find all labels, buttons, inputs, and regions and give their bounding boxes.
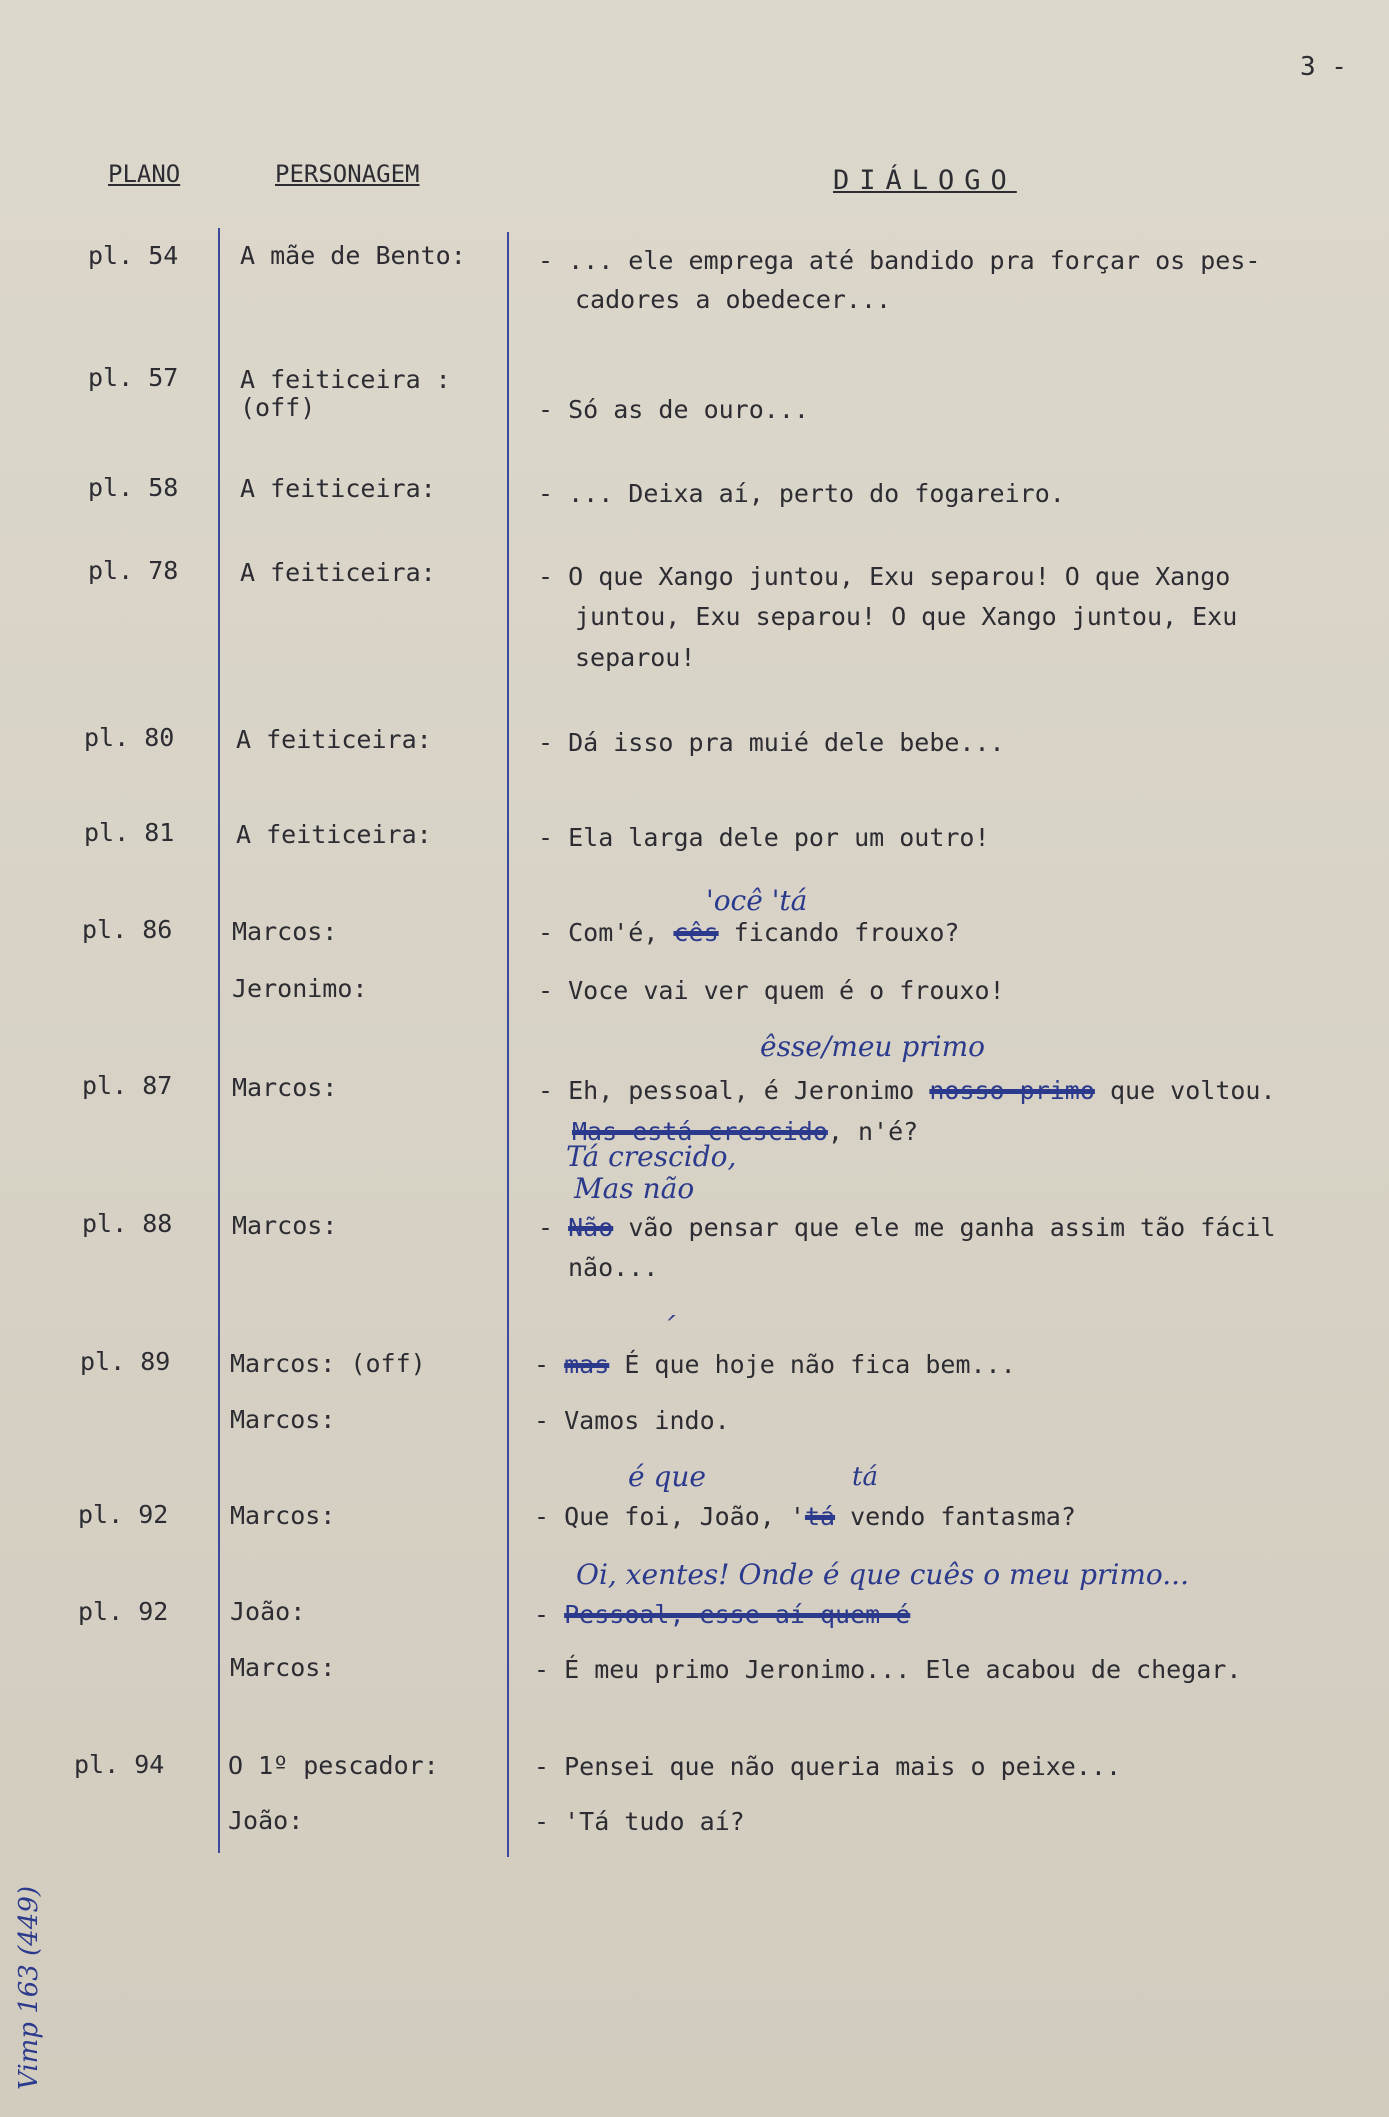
row-personagem: A feiticeira:	[236, 820, 432, 849]
handwritten-accent: ´	[660, 1312, 675, 1347]
struck-text: Mas está crescido	[572, 1117, 828, 1146]
row-dialogo-cont: cadores a obedecer...	[575, 285, 892, 314]
row-dialogo: - É meu primo Jeronimo... Ele acabou de chegar.	[534, 1655, 1242, 1684]
column-divider-left	[218, 228, 220, 1853]
row-dialogo: - Ela larga dele por um outro!	[538, 823, 990, 852]
row-plano: pl. 57	[88, 363, 179, 392]
row-dialogo: - Não vão pensar que ele me ganha assim tão fácil	[538, 1213, 1276, 1242]
handwritten-insertion: é que	[628, 1460, 706, 1493]
row-dialogo: - ... Deixa aí, perto do fogareiro.	[538, 479, 1065, 508]
row-dialogo: - Vamos indo.	[534, 1406, 730, 1435]
row-plano: pl. 88	[82, 1209, 173, 1238]
column-divider-right	[507, 232, 509, 1857]
struck-text: tá	[804, 1502, 836, 1531]
row-dialogo-cont: não...	[568, 1253, 659, 1282]
row-personagem: Marcos:	[230, 1653, 336, 1682]
row-dialogo: - Dá isso pra muié dele bebe...	[538, 728, 1005, 757]
row-dialogo: - Eh, pessoal, é Jeronimo nosso primo que voltou.	[538, 1076, 1276, 1105]
row-dialogo: - Só as de ouro...	[538, 395, 809, 424]
row-plano: pl. 86	[82, 915, 173, 944]
row-personagem: Jeronimo:	[232, 974, 368, 1003]
handwritten-insertion: Tá crescido,	[566, 1140, 737, 1173]
row-personagem: Marcos:	[232, 917, 338, 946]
handwritten-insertion: Oi, xentes! Onde é que cuês o meu primo...	[576, 1558, 1189, 1591]
row-plano: pl. 89	[80, 1347, 171, 1376]
row-personagem: João:	[228, 1806, 304, 1835]
row-personagem: A feiticeira:	[240, 474, 436, 503]
row-dialogo: - 'Tá tudo aí?	[534, 1807, 745, 1836]
row-personagem: A feiticeira :	[240, 365, 451, 394]
header-dialogo: DIÁLOGO	[833, 165, 1017, 196]
row-personagem: O 1º pescador:	[228, 1751, 439, 1780]
row-plano: pl. 92	[78, 1500, 169, 1529]
row-dialogo-cont: Mas está crescido, n'é?	[572, 1117, 919, 1146]
margin-archive-note: Vimp 163 (449)	[14, 1885, 44, 2090]
row-plano: pl. 87	[82, 1071, 173, 1100]
handwritten-insertion: 'ocê 'tá	[706, 884, 808, 917]
row-plano: pl. 54	[88, 241, 179, 270]
row-dialogo: - O que Xango juntou, Exu separou! O que Xango	[538, 562, 1231, 591]
row-dialogo: - Pensei que não queria mais o peixe...	[534, 1752, 1121, 1781]
row-personagem: Marcos:	[232, 1073, 338, 1102]
row-personagem-cont: (off)	[240, 393, 316, 422]
struck-text: nosso primo	[929, 1076, 1095, 1105]
row-personagem: Marcos:	[232, 1211, 338, 1240]
struck-text: Pessoal, esse aí quem é	[564, 1600, 911, 1629]
page-number: 3 -	[1300, 52, 1347, 82]
struck-text: cês	[673, 918, 719, 947]
row-personagem: A feiticeira:	[240, 558, 436, 587]
row-personagem: Marcos: (off)	[230, 1349, 426, 1378]
row-plano: pl. 58	[88, 473, 179, 502]
row-dialogo: - mas É que hoje não fica bem...	[534, 1350, 1016, 1379]
row-plano: pl. 94	[74, 1750, 165, 1779]
row-dialogo: - Voce vai ver quem é o frouxo!	[538, 976, 1005, 1005]
row-dialogo-cont: separou!	[575, 643, 696, 672]
row-personagem: Marcos:	[230, 1501, 336, 1530]
row-dialogo-cont: juntou, Exu separou! O que Xango juntou, Exu	[575, 602, 1238, 631]
row-personagem: Marcos:	[230, 1405, 336, 1434]
struck-text: mas	[564, 1350, 610, 1379]
header-personagem: PERSONAGEM	[275, 160, 420, 188]
row-dialogo: - Que foi, João, 'tá vendo fantasma?	[534, 1502, 1076, 1531]
row-dialogo: - Pessoal, esse aí quem é	[534, 1600, 911, 1629]
struck-text: Não	[568, 1213, 614, 1242]
row-plano: pl. 81	[84, 818, 175, 847]
handwritten-insertion: Mas não	[574, 1172, 695, 1205]
row-plano: pl. 92	[78, 1597, 169, 1626]
header-plano: PLANO	[108, 160, 181, 188]
handwritten-insertion: êsse/meu primo	[760, 1030, 986, 1063]
row-personagem: A mãe de Bento:	[240, 241, 466, 270]
row-plano: pl. 78	[88, 556, 179, 585]
row-dialogo: - Com'é, cês ficando frouxo?	[538, 918, 960, 947]
handwritten-insertion: tá	[852, 1462, 878, 1492]
row-dialogo: - ... ele emprega até bandido pra forçar os pes-	[538, 246, 1261, 275]
row-personagem: João:	[230, 1597, 306, 1626]
row-personagem: A feiticeira:	[236, 725, 432, 754]
row-plano: pl. 80	[84, 723, 175, 752]
